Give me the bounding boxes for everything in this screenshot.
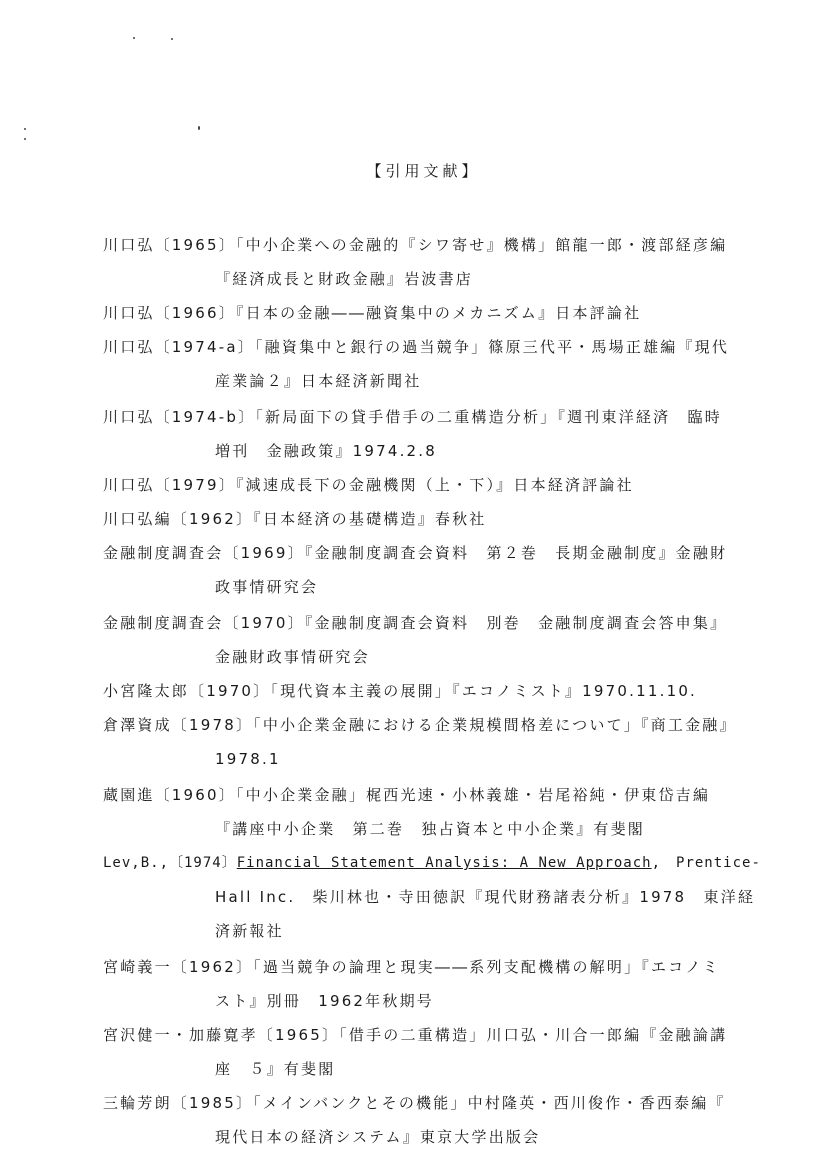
reference-list [103, 228, 793, 1154]
reference-line: 金融制度調査会〔1970〕『金融制度調査会資料 別巻 金融制度調査会答申集』 [103, 614, 728, 632]
reference-line [103, 846, 793, 880]
reference-line: 産業論２』日本経済新聞社 [215, 372, 422, 390]
reference-line: 蔵園進〔1960〕「中小企業金融」梶西光速・小林義雄・岩尾裕純・伊東岱吉編 [103, 786, 711, 804]
reference-line: 『講座中小企業 第二巻 独占資本と中小企業』有斐閣 [215, 820, 646, 838]
reference-line: 宮沢健一・加藤寛孝〔1965〕「借手の二重構造」川口弘・川合一郎編『金融論講 [103, 1026, 728, 1044]
scan-speck [133, 37, 135, 39]
reference-publisher: , Prentice- [651, 855, 761, 871]
reference-line: 1978.1 [215, 750, 281, 768]
scan-speck [24, 128, 26, 130]
scan-speck [24, 138, 26, 140]
reference-line: Hall Inc. 柴川林也・寺田徳訳『現代財務諸表分析』1978 東洋経 [215, 888, 756, 906]
reference-line: 川口弘〔1966〕『日本の金融――融資集中のメカニズム』日本評論社 [103, 304, 642, 322]
reference-line: 宮崎義一〔1962〕「過当競争の論理と現実――系列支配機構の解明」『エコノミ [103, 958, 720, 976]
page-title: 【引用文献】 [366, 162, 481, 180]
reference-line: 済新報社 [215, 922, 284, 940]
reference-author: Lev,B.,〔1974〕 [103, 855, 237, 871]
reference-line: 川口弘〔1974-b〕「新局面下の貸手借手の二重構造分析」『週刊東洋経済 臨時 [103, 408, 722, 426]
reference-line: 現代日本の経済システム』東京大学出版会 [215, 1128, 541, 1146]
reference-line: 川口弘編〔1962〕『日本経済の基礎構造』春秋社 [103, 510, 487, 528]
reference-line: 金融制度調査会〔1969〕『金融制度調査会資料 第２巻 長期金融制度』金融財 [103, 544, 728, 562]
reference-line: スト』別冊 1962年秋期号 [215, 992, 434, 1010]
scan-speck [171, 38, 173, 40]
reference-line: 小宮隆太郎〔1970〕「現代資本主義の展開」『エコノミスト』1970.11.10. [103, 682, 698, 700]
scan-speck [198, 126, 200, 130]
reference-line: 倉澤資成〔1978〕「中小企業金融における企業規模間格差について」『商工金融』 [103, 716, 737, 734]
reference-line: 川口弘〔1979〕『減速成長下の金融機関（上・下）』日本経済評論社 [103, 476, 634, 494]
reference-line: 川口弘〔1965〕「中小企業への金融的『シワ寄せ』機構」館龍一郎・渡部経彦編 [103, 236, 728, 254]
reference-line: 三輪芳朗〔1985〕「メインバンクとその機能」中村隆英・西川俊作・香西泰編『 [103, 1094, 726, 1112]
reference-book-title: Financial Statement Analysis: A New Approach [236, 855, 652, 871]
reference-line: 『経済成長と財政金融』岩波書店 [215, 270, 474, 288]
reference-line: 座 ５』有斐閣 [215, 1060, 336, 1078]
reference-line: 金融財政事情研究会 [215, 648, 370, 666]
reference-line: 政事情研究会 [215, 578, 319, 596]
reference-line: 増刊 金融政策』1974.2.8 [215, 442, 437, 460]
reference-line: 川口弘〔1974-a〕「融資集中と銀行の過当競争」篠原三代平・馬場正雄編『現代 [103, 338, 730, 356]
